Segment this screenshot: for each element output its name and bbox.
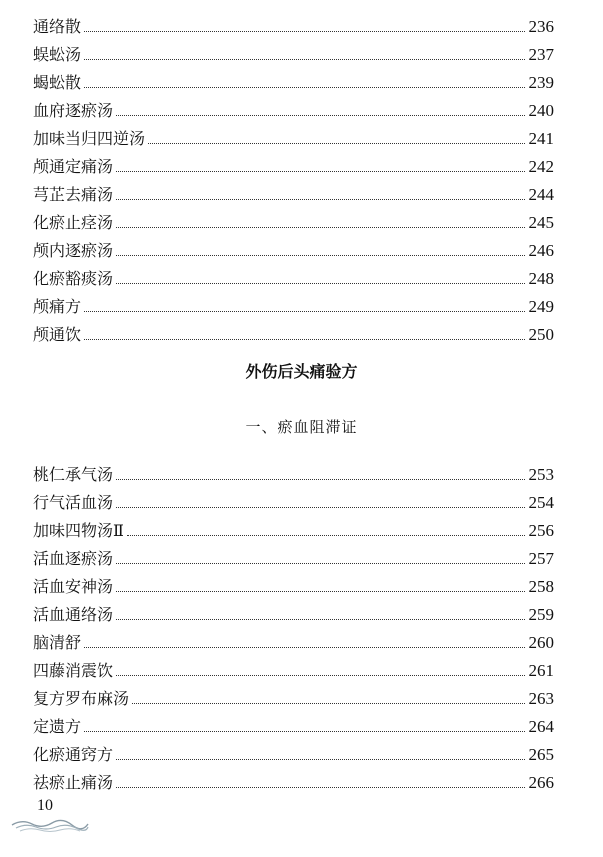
toc-entry-page: 256 [528,521,554,540]
toc-entry [33,9,554,37]
toc-entry [33,737,554,765]
toc-entry [33,261,554,289]
toc-entry [33,513,554,541]
toc-entry-title: 定遗方 [33,717,82,736]
wave-ornament-icon [10,815,90,835]
toc-entry-title: 加味四物汤Ⅱ [33,521,124,540]
toc-entry-page: 237 [528,45,554,64]
toc-entry-page: 260 [528,633,554,652]
toc-entry [33,93,554,121]
toc-dot-leader [116,254,524,256]
toc-entry-page: 254 [528,493,554,512]
toc-entry [33,177,554,205]
toc-dot-leader [116,590,524,592]
toc-entry [33,149,554,177]
toc-entry [33,121,554,149]
toc-entry-page: 240 [528,101,554,120]
toc-list-part1 [33,9,554,345]
toc-entry-page: 241 [528,129,554,148]
toc-entry [33,457,554,485]
toc-entry-page: 239 [528,73,554,92]
toc-dot-leader [116,114,524,116]
toc-entry [33,317,554,345]
toc-dot-leader [116,170,524,172]
toc-dot-leader [116,506,524,508]
toc-entry [33,65,554,93]
toc-entry-title: 桃仁承气汤 [33,465,114,484]
toc-dot-leader [84,646,524,648]
toc-entry-page: 242 [528,157,554,176]
toc-dot-leader [116,674,524,676]
toc-entry-title: 颅内逐瘀汤 [33,241,114,260]
toc-entry-title: 化瘀止痉汤 [33,213,114,232]
toc-entry-title: 化瘀豁痰汤 [33,269,114,288]
toc-entry-title: 血府逐瘀汤 [33,101,114,120]
toc-entry-title: 活血逐瘀汤 [33,549,114,568]
toc-entry-title: 活血通络汤 [33,605,114,624]
toc-entry-title: 加味当归四逆汤 [33,129,146,148]
toc-entry-title: 行气活血汤 [33,493,114,512]
toc-entry-title: 颅痛方 [33,297,82,316]
toc-entry-title: 通络散 [33,17,82,36]
toc-entry-page: 236 [528,17,554,36]
toc-entry-page: 261 [528,661,554,680]
toc-entry-page: 244 [528,185,554,204]
toc-entry-title: 四藤消震饮 [33,661,114,680]
toc-dot-leader [116,786,524,788]
toc-dot-leader [84,86,524,88]
toc-entry [33,597,554,625]
toc-dot-leader [116,562,524,564]
toc-entry [33,625,554,653]
toc-dot-leader [116,478,524,480]
toc-entry [33,485,554,513]
toc-entry [33,653,554,681]
toc-entry-title: 颅通定痛汤 [33,157,114,176]
toc-entry [33,709,554,737]
toc-entry-page: 245 [528,213,554,232]
toc-dot-leader [127,534,525,536]
toc-entry [33,569,554,597]
toc-entry-page: 253 [528,465,554,484]
toc-entry-page: 248 [528,269,554,288]
section-heading: 外伤后头痛验方 [245,362,358,381]
toc-dot-leader [132,702,524,704]
subsection-heading: 一、瘀血阻滞证 [245,418,358,436]
toc-entry-page: 257 [528,549,554,568]
toc-dot-leader [84,730,524,732]
toc-dot-leader [116,618,524,620]
toc-entry-title: 化瘀通窍方 [33,745,114,764]
toc-entry-page: 264 [528,717,554,736]
toc-list-part2 [33,457,554,793]
toc-entry [33,765,554,793]
toc-entry-title: 活血安神汤 [33,577,114,596]
toc-entry-title: 脑清舒 [33,633,82,652]
toc-entry [33,681,554,709]
toc-entry-title: 芎芷去痛汤 [33,185,114,204]
toc-entry-page: 250 [528,325,554,344]
toc-dot-leader [116,758,524,760]
toc-entry-page: 246 [528,241,554,260]
toc-entry-page: 249 [528,297,554,316]
toc-dot-leader [84,338,524,340]
toc-entry [33,205,554,233]
toc-dot-leader [148,142,524,144]
toc-entry-title: 颅通饮 [33,325,82,344]
toc-dot-leader [116,198,524,200]
page-number: 10 [37,797,53,814]
toc-entry-title: 祛瘀止痛汤 [33,773,114,792]
toc-entry-page: 259 [528,605,554,624]
toc-entry-title: 蜈蚣汤 [33,45,82,64]
toc-entry [33,233,554,261]
toc-entry-title: 复方罗布麻汤 [33,689,130,708]
toc-dot-leader [116,226,524,228]
toc-entry-page: 258 [528,577,554,596]
toc-entry-page: 266 [528,773,554,792]
toc-dot-leader [84,58,524,60]
toc-dot-leader [116,282,524,284]
toc-entry-title: 蝎蚣散 [33,73,82,92]
toc-dot-leader [84,30,524,32]
toc-entry [33,289,554,317]
toc-dot-leader [84,310,524,312]
toc-entry-page: 265 [528,745,554,764]
toc-entry-page: 263 [528,689,554,708]
toc-entry [33,541,554,569]
toc-entry [33,37,554,65]
